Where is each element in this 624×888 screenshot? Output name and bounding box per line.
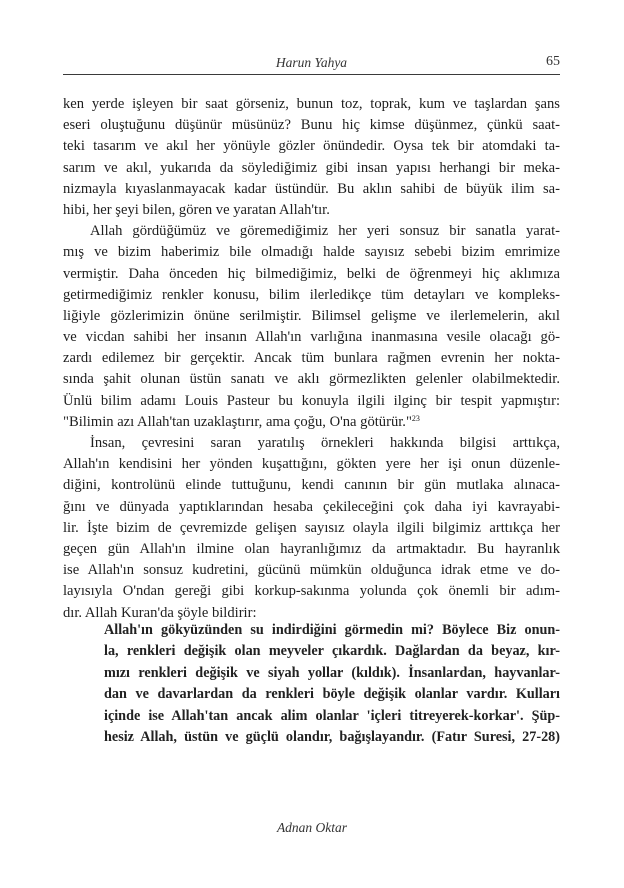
header-title: Harun Yahya: [275, 55, 348, 70]
quote-line: dan ve davarlardan da renkleri böyle değişik olanlar vardır. Kulları: [104, 686, 560, 703]
quote-line: la, renkleri değişik olan meyveler çıkardık. Dağlardan da beyaz, kır-: [104, 643, 560, 660]
text-line: Allah gördüğümüz ve göremediğimiz her yeri sonsuz bir sanatla yarat-: [90, 223, 560, 240]
quote-line: mızı renkleri değişik ve siyah yollar (kıldık). İnsanlardan, hayvanlar-: [104, 664, 560, 681]
text-line: layısıyla O'ndan gereği gibi korkup-sakınma yolunda çok önemli bir adım-: [63, 583, 560, 600]
body-text: [63, 94, 560, 624]
text-line: nizmayla kıyaslanmayacak kadar üstündür. Bu aklın sahibi de büyük ilim sa-: [63, 180, 560, 197]
text-line: getirmediğimiz renkler konusu, bilim ilerledikçe tüm detayları ve kompleks-: [63, 286, 560, 303]
text-line: dır. Allah Kuran'da şöyle bildirir:: [63, 604, 257, 621]
running-footer: [0, 820, 624, 836]
text-line: teki tasarım ve akıl her yönüyle gözler önündedir. Oysa tek bir atomdaki ta-: [63, 138, 560, 155]
paragraph-2: [63, 221, 560, 433]
quote-line: içinde ise Allah'tan ancak alim olanlar 'içleri titreyerek-korkar'. Şüp-: [104, 707, 560, 724]
text-line: diğini, kontrolünü elinde tuttuğunu, kendi canının bir gün mutlaka alınaca-: [63, 477, 560, 494]
text-line: İnsan, çevresini saran yaratılış örnekleri hakkında bilgisi arttıkça,: [90, 435, 560, 451]
text-line: sarım ve akıl, yukarıda da söylediğimiz gibi insan yapısı herhangi bir meka-: [63, 159, 560, 176]
quote-line: hesiz Allah, üstün ve güçlü olandır, bağışlayandır. (Fatır Suresi, 27-28): [104, 728, 560, 745]
text-line: hibi, her şeyi bilen, gören ve yaratan Allah'tır.: [63, 201, 330, 218]
text-line: vermiştir. Daha önceden hiç bilmediğimiz, belki de öğrenmeyi hiç aklımıza: [63, 265, 560, 282]
quote-line: Allah'ın gökyüzünden su indirdiğini görmedin mi? Böylece Biz onun-: [104, 622, 560, 638]
footnote-reference: 23: [411, 413, 420, 423]
text-line-with-footnote: [63, 412, 560, 433]
text-line: ise Allah'ın sonsuz kudretini, gücünü mümkün olduğunca idrak etme ve do-: [63, 562, 560, 579]
text-line: Allah'ın kendisini her yönden kuşattığını, gökten yere her işi onun düzenle-: [63, 456, 560, 473]
text-line: ve vicdan sahibi her insanın Allah'ın varlığına inanmasına vesile olacağı gö-: [63, 329, 560, 346]
text-line: eseri oluştuğunu düşünür müsünüz? Bunu hiç kimse düşünmez, çünkü saat-: [63, 117, 560, 134]
text-line: ken yerde işleyen bir saat görseniz, bunun toz, toprak, kum ve taşlardan şans: [63, 96, 560, 112]
quote-text: "Bilimin azı Allah'tan uzaklaştırır, ama çoğu, O'na götürür.": [63, 413, 412, 430]
verse-quote: [104, 620, 560, 748]
text-line: Ünlü bilim adamı Louis Pasteur bu konuyla ilgili ilginç bir tespit yapmıştır:: [63, 392, 560, 409]
paragraph-3: [63, 433, 560, 624]
text-line: zardı edilemez bir gerçektir. Ancak tüm bunlara rağmen evrenin her nokta-: [63, 350, 560, 367]
paragraph-1: [63, 94, 560, 221]
running-header: [63, 54, 560, 75]
page-number: 65: [546, 54, 560, 69]
text-line: liğiyle gözlerimizin önüne serilmiştir. Bilimsel gelişme ve ilerlemelerin, akıl: [63, 307, 560, 324]
text-line: sında şahit olunan üstün sanatı ve aklı görmezlikten gelenler olabilmektedir.: [63, 371, 560, 388]
text-line: geçen gün Allah'ın ilmine olan hayranlığımız da artmaktadır. Bu hayranlık: [63, 540, 560, 557]
text-line: mış ve bizim haberimiz bile olmadığı halde sayısız sebebi bizim emrimize: [63, 244, 560, 261]
text-line: lir. İşte bizim de çevremizde gelişen sayısız olayla ilgili bilgimiz arttıkça her: [63, 519, 560, 536]
footer-author: Adnan Oktar: [276, 820, 348, 835]
text-line: ğını ve dünyada yaptıklarından hesaba çekileceğini çok daha iyi kavrayabi-: [63, 498, 560, 515]
